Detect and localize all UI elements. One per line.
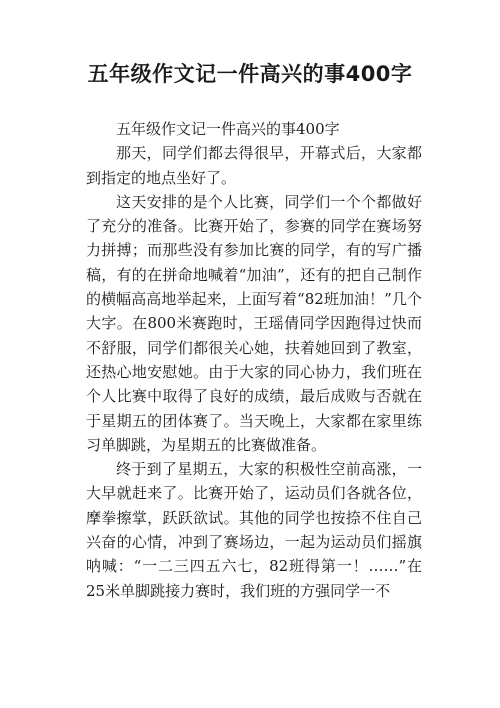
document-body bbox=[86, 117, 422, 603]
paragraph: 那天，同学们都去得很早，开幕式后，大家都到指定的地点坐好了。 bbox=[86, 144, 422, 187]
document-title: 五年级作文记一件高兴的事400字 bbox=[87, 62, 413, 86]
paragraph-subtitle: 五年级作文记一件高兴的事400字 bbox=[116, 120, 340, 138]
paragraph: 这天安排的是个人比赛，同学们一个个都做好了充分的准备。比赛开始了，参赛的同学在赛场努力拼搏；而那些没有参加比赛的同学，有的写广播稿，有的在拼命地喊着“加油”，还有的把自己制作的横幅高高地举起来，上面写着“82班加油！”几个大字。在800米赛跑时，王瑶倩同学因跑得过快而不舒服，同学们都很关心她，扶着她回到了教室，还热心地安慰她。由于大家的同心协力，我们班在个人比赛中取得了良好的成绩，最后成败与否就在于星期五的团体赛了。当天晚上，大家都在家里练习单脚跳，为星期五的比赛做准备。 bbox=[86, 192, 422, 454]
paragraph: 终于到了星期五，大家的积极性空前高涨，一大早就赶来了。比赛开始了，运动员们各就各位，摩拳擦掌，跃跃欲试。其他的同学也按捺不住自己兴奋的心情，冲到了赛场边，一起为运动员们摇旗呐喊：“一二三四五六七，82班得第一！……”在25米单脚跳接力赛时，我们班的方强同学一不 bbox=[86, 460, 422, 600]
